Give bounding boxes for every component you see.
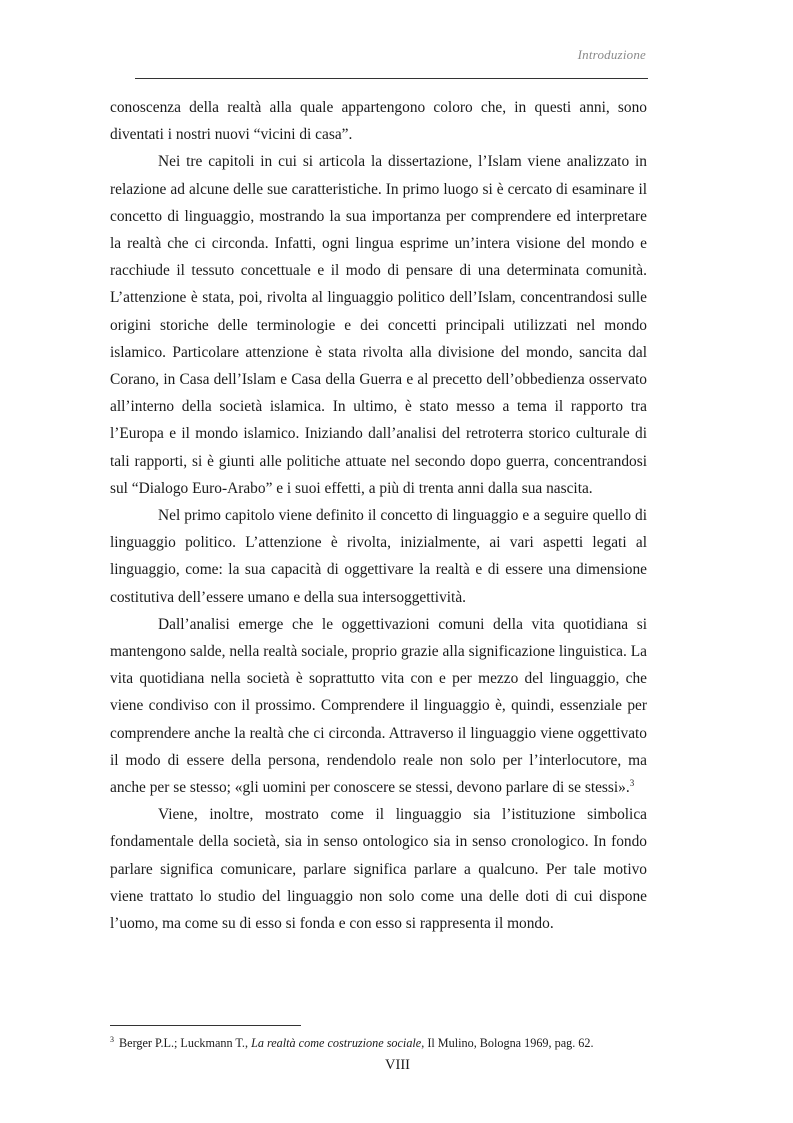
- footnote-title: La realtà come costruzione sociale: [251, 1036, 422, 1050]
- paragraph-1: conoscenza della realtà alla quale appartengono coloro che, in questi anni, sono diventati i nostri nuovi “vicini di casa”.: [110, 99, 647, 144]
- header-rule: [135, 78, 648, 79]
- footnote: [110, 1035, 650, 1051]
- page-number: VIII: [385, 1057, 410, 1073]
- footnote-publication: , Il Mulino, Bologna 1969, pag. 62.: [421, 1036, 594, 1050]
- paragraph-2: Nei tre capitoli in cui si articola la dissertazione, l’Islam viene analizzato in relazione ad alcune delle sue caratteristiche. In primo luogo si è cercato di esaminare il concetto di linguaggio, mostrando la sua importanza per comprendere ed interpretare la realtà che ci circonda. Infatti, ogni lingua esprime un’intera visione del mondo e racchiude il tessuto concettuale e il modo di pensare di una determinata comunità. L’attenzione è stata, poi, rivolta al linguaggio politico dell’Islam, concentrandosi sulle origini storiche delle terminologie e dei concetti principali utilizzati nel mondo islamico. Particolare attenzione è stata rivolta alla divisione del mondo, sancita dal Corano, in Casa dell’Islam e Casa della Guerra e al precetto dell’obbedienza osservato all’interno della società islamica. In ultimo, è stato messo a tema il rapporto tra l’Europa e il mondo islamico. Iniziando dall’analisi del retroterra storico culturale di tali rapporti, si è giunti alle politiche attuate nel secondo dopo guerra, concentrandosi sul “Dialogo Euro-Arabo” e i suoi effetti, a più di trenta anni dalla sua nascita.: [110, 153, 647, 497]
- footnote-rule: [110, 1025, 301, 1026]
- paragraph-4-text: Dall’analisi emerge che le oggettivazioni comuni della vita quotidiana si mantengono salde, nella realtà sociale, proprio grazie alla significazione linguistica. La vita quotidiana nella società è soprattutto vita con e per mezzo del linguaggio, che viene condiviso con il prossimo. Comprendere il linguaggio è, quindi, essenziale per comprendere anche la realtà che ci circonda. Attraverso il linguaggio viene oggettivato il modo di essere della persona, rendendolo reale non solo per l’interlocutore, ma anche per se stesso; «gli uomini per conoscere se stessi, devono parlare di se stessi».: [110, 615, 647, 797]
- footnote-reference[interactable]: 3: [629, 778, 635, 789]
- footnote-number: 3: [110, 1035, 114, 1044]
- paragraph-5: Viene, inoltre, mostrato come il linguaggio sia l’istituzione simbolica fondamentale della società, sia in senso ontologico sia in senso cronologico. In fondo parlare significa comunicare, parlare significa parlare a qualcuno. Per tale motivo viene trattato lo studio del linguaggio non solo come una delle doti di cui dispone l’uomo, ma come su di esso si fonda e con esso si rappresenta il mondo.: [110, 806, 647, 933]
- paragraph-3: Nel primo capitolo viene definito il concetto di linguaggio e a seguire quello di linguaggio politico. L’attenzione è rivolta, inizialmente, ai vari aspetti legati al linguaggio, come: la sua capacità di oggettivare la realtà e di essere una dimensione costitutiva dell’essere umano e della sua intersoggettività.: [110, 507, 647, 606]
- running-header-title: Introduzione: [577, 47, 646, 62]
- paragraph-4: [110, 611, 647, 801]
- footnote-authors: Berger P.L.; Luckmann T.,: [119, 1036, 252, 1050]
- body-text: [110, 94, 647, 937]
